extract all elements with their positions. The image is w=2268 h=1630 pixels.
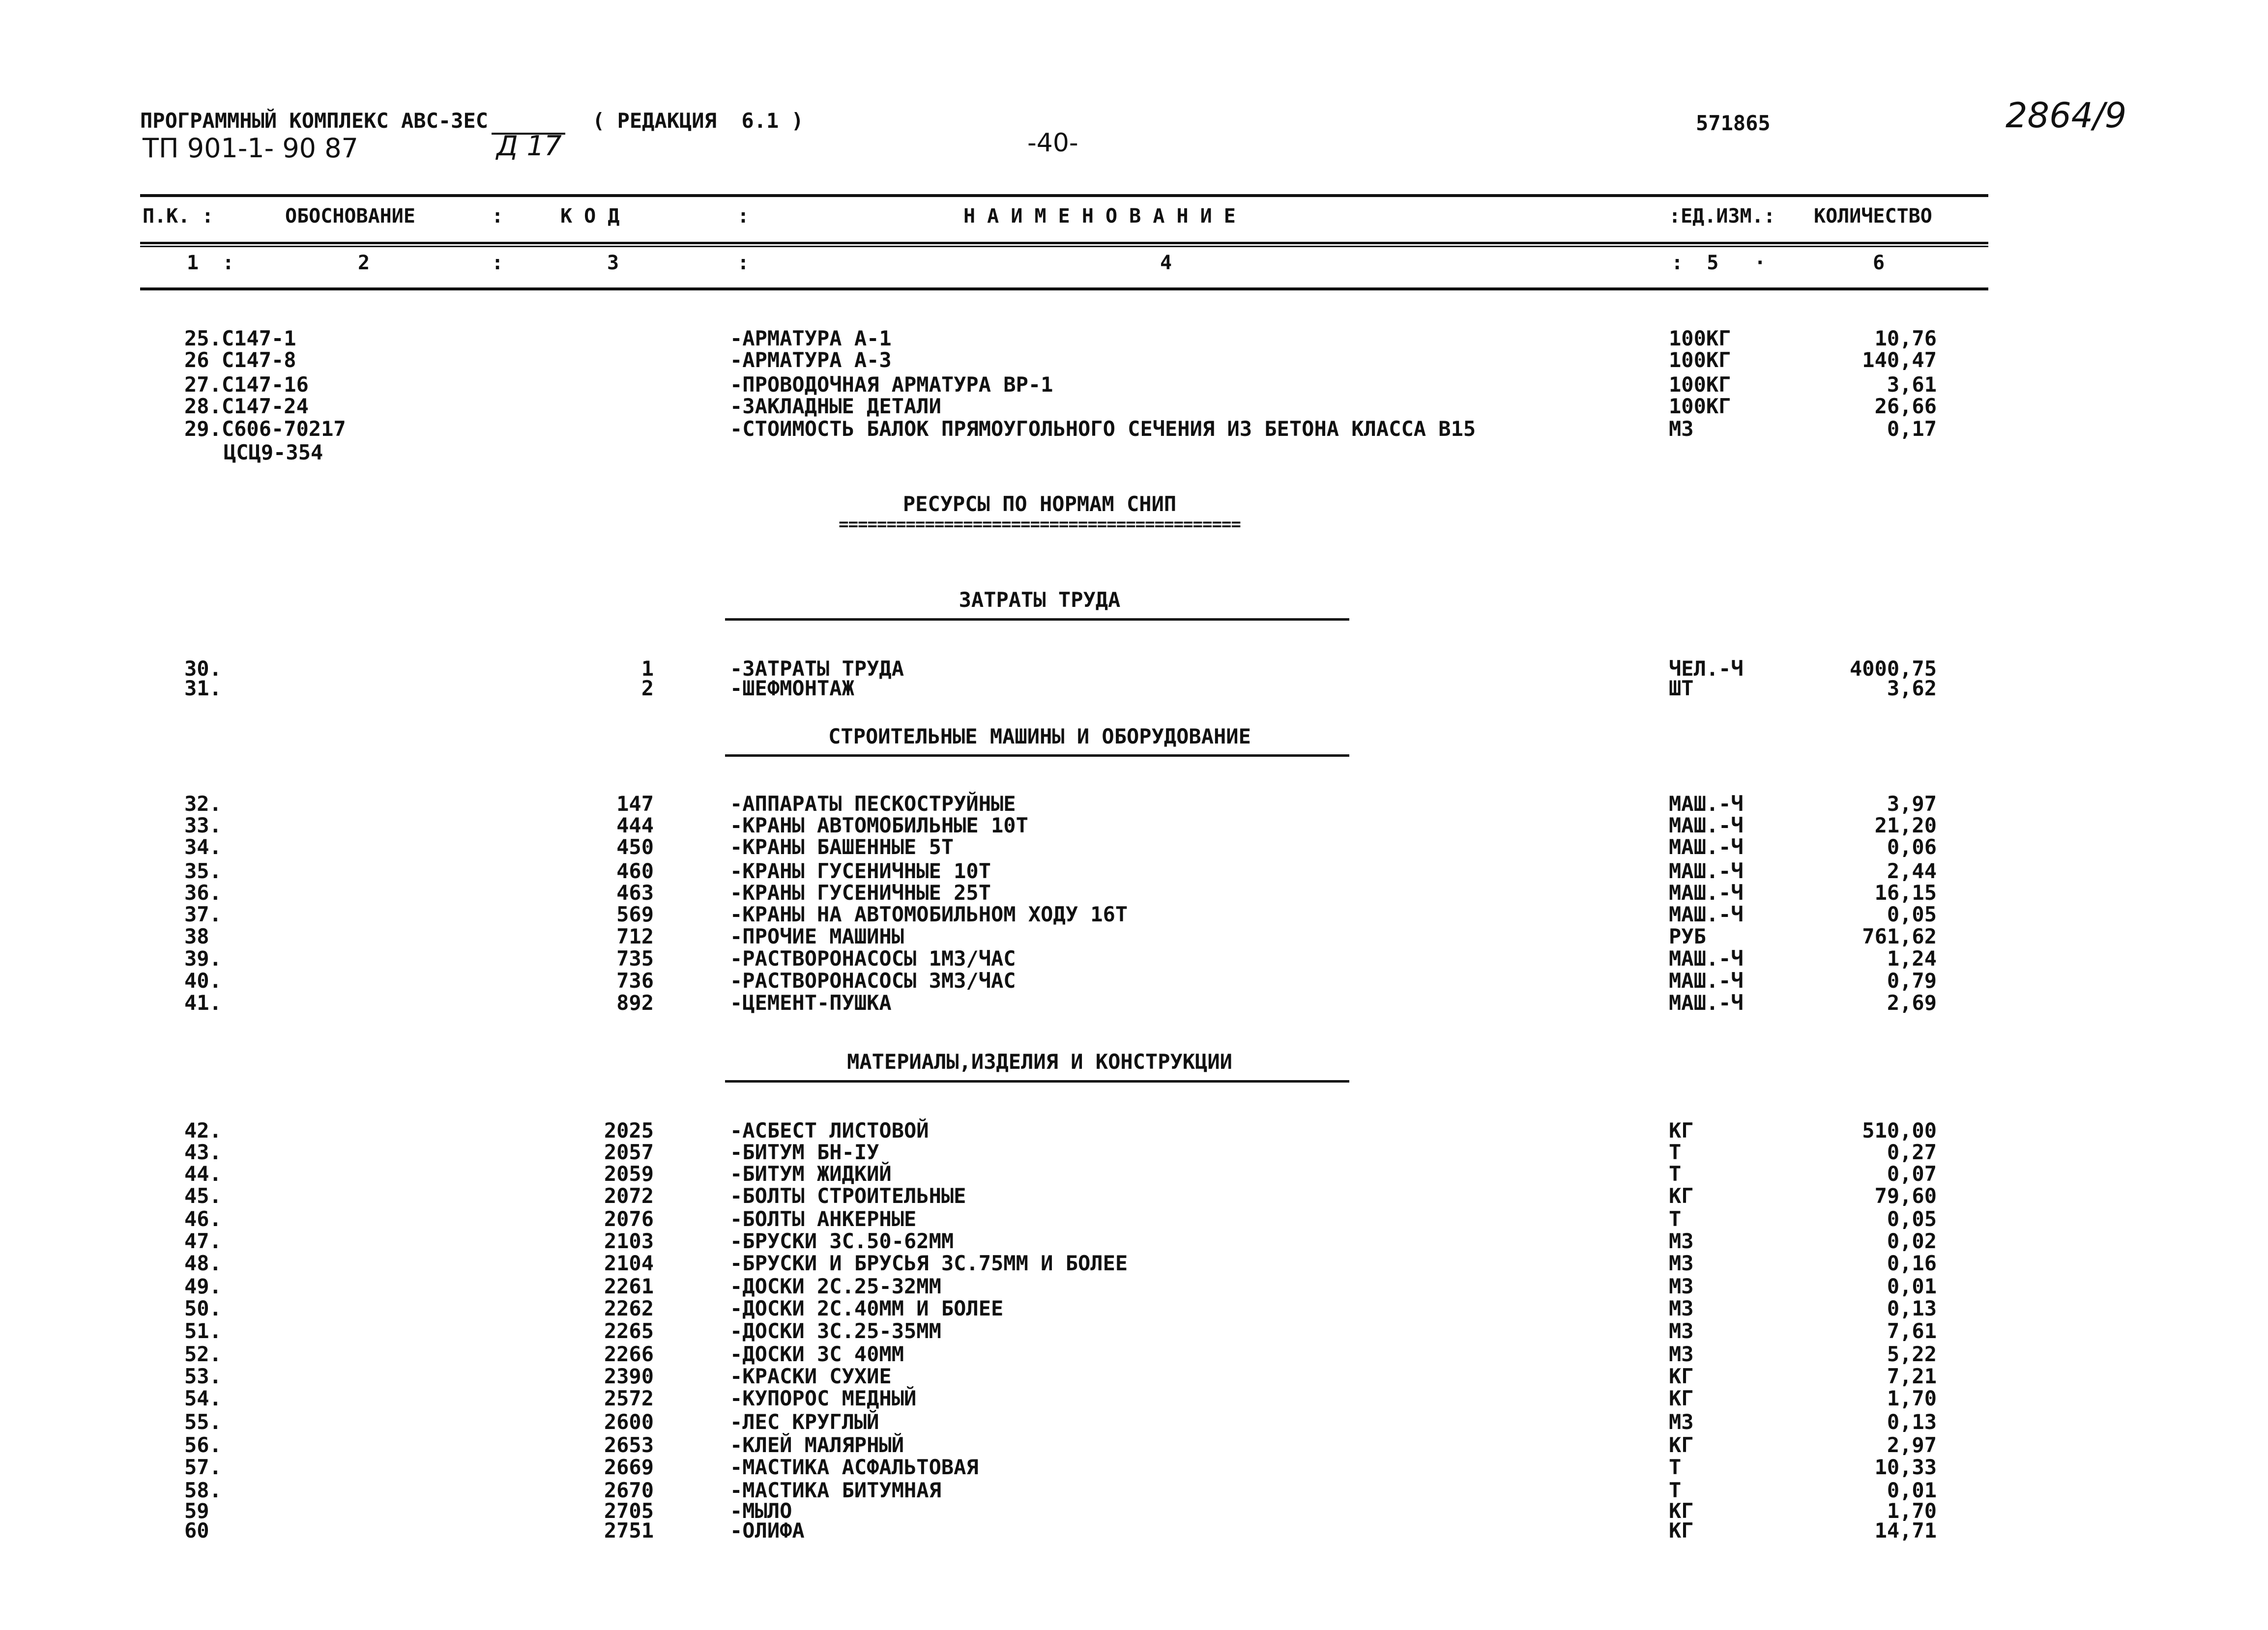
table-row: [0, 794, 2268, 815]
header-rule-bottom: [140, 287, 1988, 290]
row-code: 460: [616, 859, 654, 883]
col-num-4: 4: [1160, 252, 1172, 274]
row-qty: 0,05: [1887, 1207, 1937, 1231]
row-name: -ПРОЧИЕ МАШИНЫ: [730, 924, 904, 948]
row-code: 2025: [604, 1118, 654, 1143]
row-qty: 0,13: [1887, 1296, 1937, 1320]
row-code: 2600: [604, 1410, 654, 1434]
row-num: 32.: [184, 792, 222, 816]
row-qty: 3,62: [1887, 676, 1937, 700]
row-qty: 1,70: [1887, 1499, 1937, 1523]
row-qty: 510,00: [1862, 1118, 1937, 1143]
doc-number: 571865: [1696, 111, 1771, 135]
table-row: [0, 1412, 2268, 1433]
row-code: 450: [616, 835, 654, 859]
row-unit: МАШ.-Ч: [1669, 859, 1744, 883]
table-row: [0, 678, 2268, 700]
row-qty: 0,79: [1887, 969, 1937, 993]
row-unit: ШТ: [1669, 676, 1694, 700]
row-code: 2262: [604, 1296, 654, 1320]
row-name: -ОЛИФА: [730, 1518, 805, 1543]
row-qty: 1,70: [1887, 1386, 1937, 1410]
resources-title: РЕСУРСЫ ПО НОРМАМ СНИП: [902, 492, 1177, 516]
row-code: 2751: [604, 1518, 654, 1543]
row-num: 53.: [184, 1364, 222, 1388]
section-title-machines: СТРОИТЕЛЬНЫЕ МАШИНЫ И ОБОРУДОВАНИЕ: [828, 724, 1251, 748]
row-num: 31.: [184, 676, 222, 700]
row-name: -ДОСКИ 2С.25-32ММ: [730, 1274, 941, 1298]
row-name: -АРМАТУРА А-3: [730, 348, 892, 372]
row-unit: Т: [1669, 1162, 1682, 1186]
row-unit: КГ: [1669, 1386, 1694, 1410]
col-label-basis: ОБОСНОВАНИЕ: [285, 205, 415, 228]
row-unit: 100КГ: [1669, 372, 1731, 397]
album-label: Д 17: [496, 130, 562, 162]
row-qty: 10,33: [1874, 1455, 1937, 1479]
col-label-sep2: :: [737, 205, 750, 228]
row-ref: 29.С606-70217: [184, 417, 346, 441]
row-name: -ДОСКИ 3С 40ММ: [730, 1342, 904, 1366]
tp-reference: ТП 901-1- 90 87: [143, 133, 358, 164]
row-code: 2103: [604, 1229, 654, 1253]
table-row: [0, 1276, 2268, 1298]
row-num: 33.: [184, 813, 222, 837]
row-name: -ЗАТРАТЫ ТРУДА: [730, 657, 904, 681]
row-name: -ЦЕМЕНТ-ПУШКА: [730, 991, 892, 1015]
section-rule-labor: [725, 618, 1349, 621]
table-row: [0, 1164, 2268, 1185]
header-rule-low: [140, 246, 1988, 247]
row-name: -БИТУМ ЖИДКИЙ: [730, 1162, 892, 1186]
row-unit: М3: [1669, 1251, 1694, 1275]
row-name: -АППАРАТЫ ПЕСКОСТРУЙНЫЕ: [730, 792, 1016, 816]
table-row: [0, 904, 2268, 926]
table-row: [0, 948, 2268, 970]
row-unit: ЧЕЛ.-Ч: [1669, 657, 1744, 681]
row-unit: КГ: [1669, 1364, 1694, 1388]
row-code: 2572: [604, 1386, 654, 1410]
row-num: 41.: [184, 991, 222, 1015]
row-name: -КРАНЫ ГУСЕНИЧНЫЕ 10Т: [730, 859, 991, 883]
col-label-code: К О Д: [560, 205, 620, 228]
col-label-unit: :ЕД.ИЗМ.:: [1669, 205, 1775, 228]
row-code: 2076: [604, 1207, 654, 1231]
row-name: -СТОИМОСТЬ БАЛОК ПРЯМОУГОЛЬНОГО СЕЧЕНИЯ ИЗ БЕТОНА КЛАССА В15: [730, 417, 1476, 441]
row-code: 147: [616, 792, 654, 816]
row-unit: КГ: [1669, 1518, 1694, 1543]
row-qty: 0,16: [1887, 1251, 1937, 1275]
row-name: -АРМАТУРА А-1: [730, 326, 892, 350]
row-qty: 761,62: [1862, 924, 1937, 948]
table-row: [0, 1186, 2268, 1207]
row-ref: 27.С147-16: [184, 372, 309, 397]
row-num: 59: [184, 1499, 209, 1523]
row-num: 52.: [184, 1342, 222, 1366]
table-row: [0, 1457, 2268, 1479]
table-row: [0, 861, 2268, 883]
row-name: -КРАНЫ НА АВТОМОБИЛЬНОМ ХОДУ 16Т: [730, 902, 1128, 926]
table-row: [0, 1366, 2268, 1388]
resources-rule: ==========================================: [839, 516, 1241, 533]
row-unit: М3: [1669, 1229, 1694, 1253]
table-row: [0, 1344, 2268, 1366]
table-row: [0, 396, 2268, 418]
row-qty: 4000,75: [1849, 657, 1937, 681]
row-name: -КУПОРОС МЕДНЫЙ: [730, 1386, 917, 1410]
row-code: 2705: [604, 1499, 654, 1523]
row-name: -ЛЕС КРУГЛЫЙ: [730, 1410, 879, 1434]
table-row-sub: [0, 442, 2268, 464]
row-num: 57.: [184, 1455, 222, 1479]
col-label-name: Н А И М Е Н О В А Н И Е: [963, 205, 1236, 228]
row-code: 463: [616, 881, 654, 905]
row-num: 30.: [184, 657, 222, 681]
row-qty: 0,05: [1887, 902, 1937, 926]
section-rule-materials: [725, 1080, 1349, 1083]
row-name: -БОЛТЫ СТРОИТЕЛЬНЫЕ: [730, 1184, 966, 1208]
row-unit: МАШ.-Ч: [1669, 902, 1744, 926]
row-name: -МЫЛО: [730, 1499, 792, 1523]
row-qty: 3,61: [1887, 372, 1937, 397]
row-ref: 26 С147-8: [184, 348, 296, 372]
row-num: 56.: [184, 1433, 222, 1457]
row-unit: КГ: [1669, 1433, 1694, 1457]
table-row: [0, 374, 2268, 396]
row-name: -АСБЕСТ ЛИСТОВОЙ: [730, 1118, 929, 1143]
row-unit: М3: [1669, 1410, 1694, 1434]
row-code: 2261: [604, 1274, 654, 1298]
row-qty: 0,01: [1887, 1478, 1937, 1502]
table-row: [0, 1298, 2268, 1320]
col-num-sep2: :: [737, 252, 750, 274]
row-qty: 16,15: [1874, 881, 1937, 905]
page-number: -40-: [1027, 128, 1078, 158]
row-unit: КГ: [1669, 1184, 1694, 1208]
row-qty: 2,69: [1887, 991, 1937, 1015]
row-name: -БОЛТЫ АНКЕРНЫЕ: [730, 1207, 917, 1231]
header-rule-top: [140, 194, 1988, 197]
row-qty: 2,97: [1887, 1433, 1937, 1457]
row-unit: МАШ.-Ч: [1669, 835, 1744, 859]
table-row: [0, 993, 2268, 1014]
row-unit: Т: [1669, 1207, 1682, 1231]
row-name: -БРУСКИ 3С.50-62ММ: [730, 1229, 954, 1253]
row-unit: МАШ.-Ч: [1669, 792, 1744, 816]
row-sub-ref: ЦСЦ9-354: [224, 440, 323, 464]
row-unit: МАШ.-Ч: [1669, 991, 1744, 1015]
row-num: 51.: [184, 1319, 222, 1343]
row-num: 36.: [184, 881, 222, 905]
row-num: 37.: [184, 902, 222, 926]
row-name: -ПРОВОДОЧНАЯ АРМАТУРА ВР-1: [730, 372, 1053, 397]
row-qty: 0,27: [1887, 1140, 1937, 1164]
row-num: 46.: [184, 1207, 222, 1231]
row-code: 2057: [604, 1140, 654, 1164]
table-row: [0, 419, 2268, 440]
row-num: 55.: [184, 1410, 222, 1434]
row-code: 2653: [604, 1433, 654, 1457]
section-rule-machines: [725, 754, 1349, 757]
row-name: -РАСТВОРОНАСОСЫ 3М3/ЧАС: [730, 969, 1016, 993]
table-row: [0, 1142, 2268, 1164]
row-qty: 0,02: [1887, 1229, 1937, 1253]
row-num: 38: [184, 924, 209, 948]
sheet-mark: 2864/9: [2006, 95, 2127, 136]
row-num: 48.: [184, 1251, 222, 1275]
row-name: -КРАНЫ АВТОМОБИЛЬНЫЕ 10Т: [730, 813, 1028, 837]
row-unit: Т: [1669, 1478, 1682, 1502]
row-unit: М3: [1669, 1296, 1694, 1320]
row-name: -ДОСКИ 3С.25-35ММ: [730, 1319, 941, 1343]
table-row: [0, 1253, 2268, 1275]
row-unit: МАШ.-Ч: [1669, 946, 1744, 971]
row-num: 49.: [184, 1274, 222, 1298]
section-title-labor: ЗАТРАТЫ ТРУДА: [959, 588, 1121, 612]
row-qty: 1,24: [1887, 946, 1937, 971]
row-name: -КЛЕЙ МАЛЯРНЫЙ: [730, 1433, 904, 1457]
row-num: 58.: [184, 1478, 222, 1502]
row-unit: Т: [1669, 1455, 1682, 1479]
row-num: 47.: [184, 1229, 222, 1253]
row-name: -МАСТИКА АСФАЛЬТОВАЯ: [730, 1455, 979, 1479]
row-code: 2390: [604, 1364, 654, 1388]
row-code: 569: [616, 902, 654, 926]
table-row: [0, 350, 2268, 372]
row-ref: 25.С147-1: [184, 326, 296, 350]
table-row: [0, 1120, 2268, 1142]
row-num: 44.: [184, 1162, 222, 1186]
table-row: [0, 1231, 2268, 1253]
table-row: [0, 926, 2268, 948]
row-code: 444: [616, 813, 654, 837]
row-code: 2: [641, 676, 654, 700]
program-title: ПРОГРАММНЫЙ КОМПЛЕКС АВС-3ЕС: [140, 109, 489, 133]
row-code: 736: [616, 969, 654, 993]
row-num: 35.: [184, 859, 222, 883]
row-num: 39.: [184, 946, 222, 971]
section-title-materials: МАТЕРИАЛЫ,ИЗДЕЛИЯ И КОНСТРУКЦИИ: [847, 1050, 1232, 1074]
row-qty: 140,47: [1862, 348, 1937, 372]
row-code: 2059: [604, 1162, 654, 1186]
row-qty: 7,61: [1887, 1319, 1937, 1343]
row-num: 45.: [184, 1184, 222, 1208]
row-unit: МАШ.-Ч: [1669, 969, 1744, 993]
row-code: 2072: [604, 1184, 654, 1208]
row-name: -БРУСКИ И БРУСЬЯ 3С.75ММ И БОЛЕЕ: [730, 1251, 1128, 1275]
row-code: 735: [616, 946, 654, 971]
row-unit: МАШ.-Ч: [1669, 881, 1744, 905]
col-num-6: 6: [1873, 252, 1885, 274]
row-qty: 2,44: [1887, 859, 1937, 883]
row-qty: 3,97: [1887, 792, 1937, 816]
edition-label: ( РЕДАКЦИЯ 6.1 ): [592, 109, 804, 133]
row-qty: 10,76: [1874, 326, 1937, 350]
row-code: 1: [641, 657, 654, 681]
row-qty: 79,60: [1874, 1184, 1937, 1208]
col-label-qty: КОЛИЧЕСТВО: [1814, 205, 1932, 228]
row-code: 2104: [604, 1251, 654, 1275]
row-name: -РАСТВОРОНАСОСЫ 1М3/ЧАС: [730, 946, 1016, 971]
row-unit: КГ: [1669, 1499, 1694, 1523]
col-num-sep1: :: [492, 252, 504, 274]
row-unit: МАШ.-Ч: [1669, 813, 1744, 837]
row-unit: М3: [1669, 1319, 1694, 1343]
table-row: [0, 1435, 2268, 1457]
table-row: [0, 837, 2268, 858]
col-num-1: 1 :: [187, 252, 234, 274]
row-code: 892: [616, 991, 654, 1015]
row-name: -ШЕФМОНТАЖ: [730, 676, 854, 700]
table-row: [0, 1209, 2268, 1230]
row-code: 2266: [604, 1342, 654, 1366]
row-unit: М3: [1669, 1274, 1694, 1298]
row-unit: Т: [1669, 1140, 1682, 1164]
row-qty: 0,06: [1887, 835, 1937, 859]
row-unit: 100КГ: [1669, 326, 1731, 350]
row-name: -КРАНЫ БАШЕННЫЕ 5Т: [730, 835, 954, 859]
row-num: 60: [184, 1518, 209, 1543]
col-num-5: : 5 ·: [1671, 252, 1766, 274]
row-qty: 7,21: [1887, 1364, 1937, 1388]
row-unit: РУБ: [1669, 924, 1706, 948]
table-row: [0, 815, 2268, 837]
row-qty: 0,13: [1887, 1410, 1937, 1434]
row-name: -МАСТИКА БИТУМНАЯ: [730, 1478, 941, 1502]
row-num: 54.: [184, 1386, 222, 1410]
col-label-sep1: :: [492, 205, 504, 228]
header-rule-mid: [140, 242, 1988, 244]
row-unit: 100КГ: [1669, 394, 1731, 418]
row-qty: 0,01: [1887, 1274, 1937, 1298]
row-unit: 100КГ: [1669, 348, 1731, 372]
row-qty: 26,66: [1874, 394, 1937, 418]
row-qty: 21,20: [1874, 813, 1937, 837]
row-num: 40.: [184, 969, 222, 993]
table-row: [0, 883, 2268, 904]
row-unit: КГ: [1669, 1118, 1694, 1143]
table-row: [0, 1520, 2268, 1542]
row-name: -КРАНЫ ГУСЕНИЧНЫЕ 25Т: [730, 881, 991, 905]
row-name: -БИТУМ БН-IУ: [730, 1140, 879, 1164]
row-unit: М3: [1669, 417, 1694, 441]
row-qty: 14,71: [1874, 1518, 1937, 1543]
col-label-pk: П.К. :: [143, 205, 214, 228]
row-code: 2669: [604, 1455, 654, 1479]
row-num: 43.: [184, 1140, 222, 1164]
table-row: [0, 328, 2268, 350]
row-code: 712: [616, 924, 654, 948]
row-code: 2670: [604, 1478, 654, 1502]
row-name: -КРАСКИ СУХИЕ: [730, 1364, 892, 1388]
row-num: 34.: [184, 835, 222, 859]
table-row: [0, 1321, 2268, 1343]
row-qty: 5,22: [1887, 1342, 1937, 1366]
row-qty: 0,07: [1887, 1162, 1937, 1186]
row-code: 2265: [604, 1319, 654, 1343]
row-name: -ДОСКИ 2С.40ММ И БОЛЕЕ: [730, 1296, 1004, 1320]
row-num: 50.: [184, 1296, 222, 1320]
col-num-2: 2: [358, 252, 370, 274]
row-name: -ЗАКЛАДНЫЕ ДЕТАЛИ: [730, 394, 941, 418]
row-unit: М3: [1669, 1342, 1694, 1366]
col-num-3: 3: [607, 252, 619, 274]
table-row: [0, 971, 2268, 992]
row-qty: 0,17: [1887, 417, 1937, 441]
row-num: 42.: [184, 1118, 222, 1143]
table-row: [0, 1388, 2268, 1410]
row-ref: 28.С147-24: [184, 394, 309, 418]
